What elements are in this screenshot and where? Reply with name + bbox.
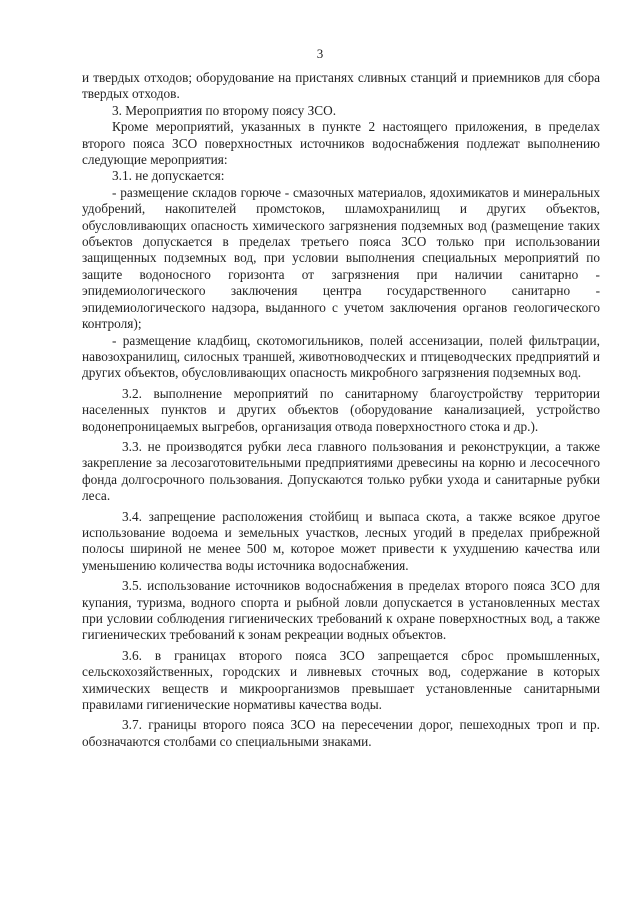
paragraph: 3.6. в границах второго пояса ЗСО запрещается сброс промышленных, сельскохозяйственных, городских и ливневых сточных вод, содержание в которых химических веществ и микроорганизмов превышает установленные санитарными правилами гигиенические нормативы качества воды. [82, 647, 600, 713]
paragraph: 3. Мероприятия по второму поясу ЗСО. [112, 102, 337, 118]
paragraph: 3.5. использование источников водоснабжения в пределах второго пояса ЗСО для купания, туризма, водного спорта и рыбной ловли допускается в установленных местах при условии соблюдения гигиенических требований к охране поверхностных вод, а также гигиенических требований к зонам рекреации водных объектов. [82, 578, 600, 643]
paragraph: 3.1. не допускается: [112, 168, 225, 184]
paragraph: Кроме мероприятий, указанных в пункте 2 настоящего приложения, в пределах второго пояса ЗСО поверхностных источников водоснабжения подлежат выполнению следующие мероприятия: [82, 119, 600, 168]
paragraph: и твердых отходов; оборудование на пристанях сливных станций и приемников для сбора твердых отходов. [82, 70, 600, 102]
page-number: 3 [316, 46, 324, 61]
document-body [82, 70, 600, 750]
paragraph: 3.3. не производятся рубки леса главного пользования и реконструкции, а также закрепление за лесозаготовительными предприятиями древесины на корню и лесосечного фонда долгосрочного пользования. Допускаются только рубки ухода и санитарные рубки леса. [82, 438, 600, 504]
paragraph: 3.4. запрещение расположения стойбищ и выпаса скота, а также всякое другое использование водоема и земельных участков, лесных угодий в пределах прибрежной полосы шириной не менее 500 м, которое может привести к ухудшению качества или уменьшению количества воды источника водоснабжения. [82, 508, 600, 573]
paragraph: 3.7. границы второго пояса ЗСО на пересечении дорог, пешеходных троп и пр. обозначаются столбами со специальными знаками. [82, 717, 600, 749]
paragraph: - размещение складов горюче - смазочных материалов, ядохимикатов и минеральных удобрений, накопителей промстоков, шламохранилищ и других объектов, обусловливающих опасность химического загрязнения подземных вод (размещение таких объектов допускается в пределах третьего пояса ЗСО только при использовании защищенных подземных вод, при условии выполнения специальных мероприятий по защите водоносного горизонта от загрязнения при наличии санитарно - эпидемиологического заключения центра государственного санитарно - эпидемиологического надзора, выданного с учетом заключения органов геологического контроля); [82, 184, 600, 332]
paragraph: 3.2. выполнение мероприятий по санитарному благоустройству территории населенных пунктов и других объектов (оборудование канализацией, устройство водонепроницаемых выгребов, организация отвода поверхностного стока и др.). [82, 385, 600, 434]
paragraph: - размещение кладбищ, скотомогильников, полей ассенизации, полей фильтрации, навозохранилищ, силосных траншей, животноводческих и птицеводческих предприятий и других объектов, обусловливающих опасность микробного загрязнения подземных вод. [82, 332, 600, 381]
